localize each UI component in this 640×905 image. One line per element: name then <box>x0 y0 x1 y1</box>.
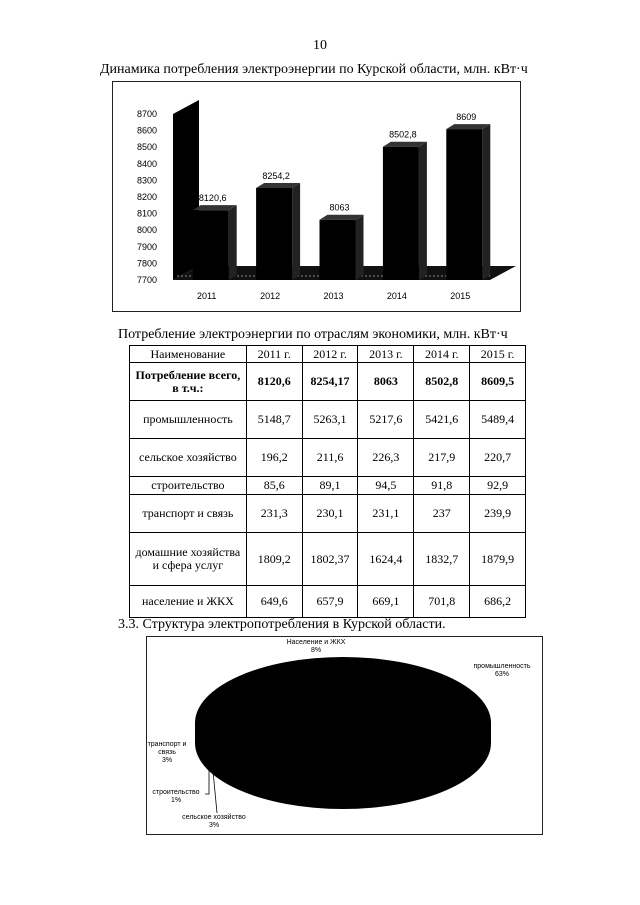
table-cell: 5263,1 <box>302 401 358 439</box>
bar-side <box>292 183 300 280</box>
table-cell: 196,2 <box>246 439 302 477</box>
bar-chart <box>113 82 520 311</box>
table-cell: 8254,17 <box>302 363 358 401</box>
table-cell: 5217,6 <box>358 401 414 439</box>
pie-label-agriculture <box>179 814 249 830</box>
pie-label-industry-name: промышленность <box>473 663 531 670</box>
pie-label-housing-name: Население и ЖКХ <box>286 639 346 646</box>
page-number: 10 <box>313 38 327 53</box>
table-row-name: строительство <box>130 477 247 495</box>
table-cell: 669,1 <box>358 586 414 618</box>
table-cell: 1832,7 <box>414 533 470 586</box>
table-cell: 5148,7 <box>246 401 302 439</box>
table-cell: 239,9 <box>470 495 526 533</box>
y-tick-label: 7900 <box>137 241 158 252</box>
table-row-name: домашние хозяйства и сфера услуг <box>130 533 247 586</box>
table-header-cell: 2012 г. <box>302 346 358 363</box>
table-row <box>130 401 526 439</box>
table-cell: 231,3 <box>246 495 302 533</box>
table-cell: 94,5 <box>358 477 414 495</box>
bar-data-label: 8120,6 <box>198 193 227 204</box>
table-row <box>130 586 526 618</box>
table-cell: 5489,4 <box>470 401 526 439</box>
table-cell: 8609,5 <box>470 363 526 401</box>
pie-top <box>195 657 491 789</box>
pie-chart-frame <box>146 636 543 835</box>
table-cell: 220,7 <box>470 439 526 477</box>
table-row <box>130 495 526 533</box>
y-tick-label: 8000 <box>137 225 158 236</box>
section-title: 3.3. Структура электропотребления в Курской области. <box>118 617 446 632</box>
pie-label-transport-pct: 3% <box>161 757 173 764</box>
table-row <box>130 439 526 477</box>
bar-side <box>356 215 364 280</box>
table-cell: 231,1 <box>358 495 414 533</box>
pie-label-housing <box>271 639 361 655</box>
y-tick-label: 8500 <box>137 142 158 153</box>
table-cell: 8120,6 <box>246 363 302 401</box>
table-header-row <box>130 346 526 363</box>
bar <box>193 210 229 280</box>
bar-side <box>229 205 237 280</box>
table-cell: 230,1 <box>302 495 358 533</box>
table-cell: 237 <box>414 495 470 533</box>
leader-line-agriculture <box>213 771 217 813</box>
y-tick-label: 7700 <box>137 275 158 285</box>
x-tick-label: 2013 <box>323 291 344 301</box>
table-row-name: население и ЖКХ <box>130 586 247 618</box>
y-tick-label: 7800 <box>137 258 158 269</box>
table-cell: 1802,37 <box>302 533 358 586</box>
table-header-cell: Наименование <box>130 346 247 363</box>
table-cell: 91,8 <box>414 477 470 495</box>
table-cell: 217,9 <box>414 439 470 477</box>
x-tick-label: 2014 <box>386 291 407 301</box>
x-tick-label: 2015 <box>450 291 471 301</box>
pie-label-industry <box>462 663 542 679</box>
pie-label-construction-name: строительство <box>152 789 200 796</box>
pie-label-housing-pct: 8% <box>310 647 322 654</box>
table-cell: 1879,9 <box>470 533 526 586</box>
bar-data-label: 8063 <box>329 202 350 213</box>
table-title: Потребление электроэнергии по отраслям экономики, млн. кВт·ч <box>118 327 508 342</box>
bar-chart-frame <box>112 81 521 312</box>
table-header-cell: 2014 г. <box>414 346 470 363</box>
y-tick-label: 8400 <box>137 158 158 169</box>
table-cell: 226,3 <box>358 439 414 477</box>
table-cell: 701,8 <box>414 586 470 618</box>
bar-data-label: 8502,8 <box>389 129 417 140</box>
bar <box>446 129 482 280</box>
y-tick-label: 8200 <box>137 192 158 202</box>
bar <box>383 147 419 280</box>
table-row-name: транспорт и связь <box>130 495 247 533</box>
table-cell: 657,9 <box>302 586 358 618</box>
y-tick-label: 8600 <box>137 125 158 136</box>
y-tick-label: 8700 <box>137 109 158 119</box>
table-cell: 211,6 <box>302 439 358 477</box>
pie-label-industry-pct: 63% <box>494 671 509 678</box>
table-cell: 85,6 <box>246 477 302 495</box>
table-cell: 8502,8 <box>414 363 470 401</box>
table-row-name: промышленность <box>130 401 247 439</box>
table-header-cell: 2013 г. <box>358 346 414 363</box>
pie-label-agriculture-name: сельское хозяйство <box>182 814 246 821</box>
table-cell: 8063 <box>358 363 414 401</box>
table-cell: 649,6 <box>246 586 302 618</box>
bar-data-label: 8254,2 <box>262 171 290 182</box>
table-header-cell: 2011 г. <box>246 346 302 363</box>
bar <box>256 188 292 280</box>
table-cell: 686,2 <box>470 586 526 618</box>
table-row <box>130 477 526 495</box>
table-cell: 1809,2 <box>246 533 302 586</box>
y-tick-label: 8100 <box>137 208 158 219</box>
bar-chart-title: Динамика потребления электроэнергии по Курской области, млн. кВт·ч <box>100 62 528 77</box>
table-cell: 5421,6 <box>414 401 470 439</box>
pie-label-agriculture-pct: 3% <box>208 822 220 829</box>
pie-label-transport-name: транспорт и связь <box>147 741 187 756</box>
pie-label-construction-pct: 1% <box>170 797 182 804</box>
bar <box>320 220 356 280</box>
pie-label-construction <box>141 789 211 805</box>
table-row-name: сельское хозяйство <box>130 439 247 477</box>
bar-data-label: 8609 <box>456 112 477 123</box>
pie-label-transport <box>145 741 189 765</box>
table-row <box>130 363 526 401</box>
bar-side <box>482 124 490 280</box>
table-cell: 1624,4 <box>358 533 414 586</box>
y-tick-label: 8300 <box>137 175 158 186</box>
x-tick-label: 2011 <box>197 291 217 301</box>
table-header-cell: 2015 г. <box>470 346 526 363</box>
table-cell: 92,9 <box>470 477 526 495</box>
consumption-table <box>129 345 526 618</box>
table-row-name: Потребление всего, в т.ч.: <box>130 363 247 401</box>
table-row <box>130 533 526 586</box>
bar-side <box>419 142 427 280</box>
x-tick-label: 2012 <box>260 291 281 301</box>
table-cell: 89,1 <box>302 477 358 495</box>
